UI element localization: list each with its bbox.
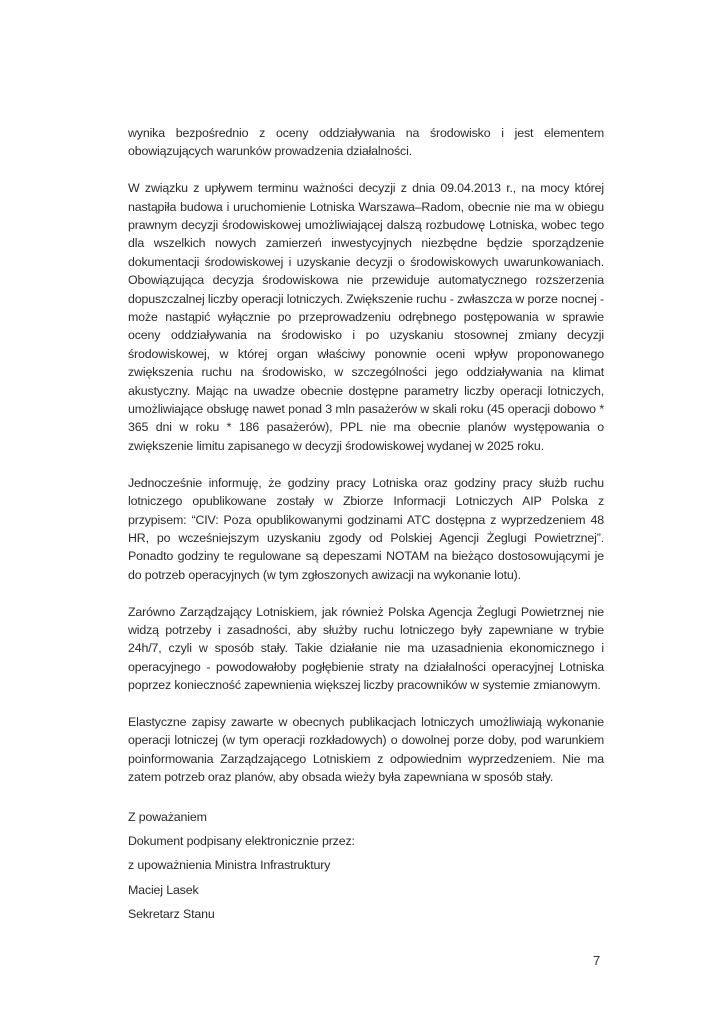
paragraph-flexible-provisions: Elastyczne zapisy zawarte w obecnych publikacjach lotniczych umożliwiają wykonanie operacji lotniczej (w tym operacji rozkładowych) o dowolnej porze doby, pod warunkiem poinformowania Zarządzającego Lotniskiem z odpowiednim wyprzedzeniem. Nie ma zatem potrzeb oraz planów, aby obsada wieży była zapewniana w sposób stały. [128, 714, 604, 785]
signature-title: Sekretarz Stanu [128, 906, 215, 921]
signature-closing: Z poważaniem [128, 809, 207, 824]
signature-name: Maciej Lasek [128, 882, 199, 897]
document-body [128, 124, 604, 926]
paragraph-operating-hours: Jednocześnie informuję, że godziny pracy Lotniska oraz godziny pracy służb ruchu lotniczego opublikowane zostały w Zbiorze Informacji Lotniczych AIP Polska z przypisem: “CIV: Poza opublikowanymi godzinami ATC dostępna z wyprzedzeniem 48 HR, po wcześniejszym uzyskaniu zgody od Polskiej Agencji Żeglugi Powietrznej”. Ponadto godziny te regulowane są depeszami NOTAM na bieżąco dostosowującymi je do potrzeb operacyjnych (w tym zgłoszonych awizacji na wykonanie lotu). [128, 475, 604, 582]
signature-signed-by-label: Dokument podpisany elektronicznie przez: [128, 834, 355, 849]
paragraph-environmental-decision: W związku z upływem terminu ważności decyzji z dnia 09.04.2013 r., na mocy której nastąpiła budowa i uruchomienie Lotniska Warszawa–Radom, obecnie nie ma w obiegu prawnym decyzji środowiskowej umożliwiającej dalszą rozbudowę Lotniska, wobec tego dla wszelkich nowych zamierzeń inwestycyjnych niezbędne będzie sporządzenie dokumentacji środowiskowej i uzyskanie decyzji o środowiskowych uwarunkowaniach. Obowiązująca decyzja środowiskowa nie przewiduje automatycznego rozszerzenia dopuszczalnej liczby operacji lotniczych. Zwiększenie ruchu - zwłaszcza w porze nocnej - może nastąpić wyłącznie po przeprowadzeniu odrębnego postępowania w sprawie oceny oddziaływania na środowisko i po uzyskaniu stosownej zmiany decyzji środowiskowej, w której organ właściwy ponownie oceni wpływ proponowanego zwiększenia ruchu na środowisko, w szczególności jego oddziaływania na klimat akustyczny. Mając na uwadze obecnie dostępne parametry liczby operacji lotniczych, umożliwiające obsługę nawet ponad 3 mln pasażerów w skali roku (45 operacji dobowo * 365 dni w roku * 186 pasażerów), PPL nie ma obecnie planów występowania o zwiększenie limitu zapisanego w decyzji środowiskowej wydanej w 2025 roku. [128, 181, 604, 453]
paragraph-environmental-conditions: wynika bezpośrednio z oceny oddziaływania na środowisko i jest elementem obowiązujących warunków prowadzenia działalności. [128, 126, 604, 159]
signature-authority: z upoważnienia Ministra Infrastruktury [128, 858, 331, 873]
paragraph-24h-service: Zarówno Zarządzający Lotniskiem, jak również Polska Agencja Żeglugi Powietrznej nie widzą potrzeby i zasadności, aby służby ruchu lotniczego były zapewniane w trybie 24h/7, czyli w sposób stały. Takie działanie nie ma uzasadnienia ekonomicznego i operacyjnego - powodowałoby pogłębienie straty na działalności operacyjnej Lotniska poprzez konieczność zapewnienia większej liczby pracowników w systemie zmianowym. [128, 604, 604, 693]
signature-block [128, 805, 604, 926]
page-number: 7 [593, 953, 601, 968]
